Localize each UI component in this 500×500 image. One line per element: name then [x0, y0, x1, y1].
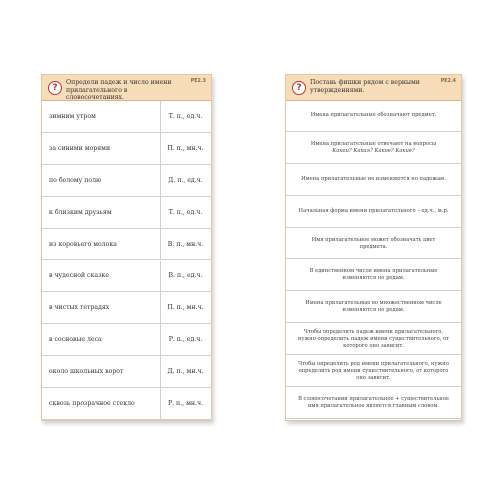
statement-text: [298, 361, 449, 382]
statement-text: [298, 329, 449, 350]
question-mark-icon: ?: [48, 81, 62, 95]
phrase-text: в чистых тетрадях: [49, 304, 110, 312]
statement-main: Чтобы определить род имени прилагательного, нужно определить род имени существительного, от которого оно зависит.: [298, 360, 449, 381]
statement-text: [301, 176, 446, 183]
statement-main: Имена прилагательные обозначают предмет.: [310, 112, 437, 119]
statement-main: Имена прилагательные отвечают на вопросы: [310, 140, 437, 147]
statement-text: [299, 208, 449, 215]
case-answer: В. п., мн.ч.: [167, 240, 204, 248]
phrase-text: по белому полю: [49, 176, 102, 184]
phrase-text: к близким друзьям: [49, 208, 112, 216]
case-answer: П. п., мн.ч.: [167, 144, 204, 152]
case-answer: Д. п., ед.ч.: [168, 176, 203, 184]
statement-main: Имя прилагательное может обозначать цвет предмета.: [311, 236, 436, 250]
phrase-list: [42, 101, 211, 420]
phrase-row: [42, 261, 211, 293]
case-answer: Р. п., мн.ч.: [167, 400, 204, 408]
statement-row: [286, 261, 461, 292]
phrase-text: в чудесной сказке: [49, 272, 109, 280]
task-title: Определи падеж и число имени прилагательного в словосочетаниях.: [66, 79, 172, 102]
phrase-text: сквозь прозрачное стекло: [49, 400, 135, 408]
statement-text: [298, 300, 449, 314]
question-mark-icon: ?: [292, 81, 306, 95]
phrase-row: [42, 388, 211, 420]
phrase-text: в сосновые леса: [49, 336, 102, 344]
statement-main: В словосочетании прилагательное + существительное имя прилагательное является главным словом.: [298, 396, 449, 410]
statements-card: [285, 74, 462, 421]
statement-row: [286, 133, 461, 164]
statement-main: Начальная форма имени прилагательного – ед.ч., м.р.: [298, 208, 449, 215]
phrase-row: [42, 229, 211, 261]
statement-row: [286, 292, 461, 323]
statement-text: [298, 268, 449, 282]
phrase-row: [42, 324, 211, 356]
card-code: РЕ2.4: [440, 79, 456, 84]
statement-text: [298, 396, 449, 410]
phrase-row: [42, 101, 211, 133]
statement-row: [286, 324, 461, 355]
statement-main: В единственном числе имена прилагательные изменяются по родам.: [309, 268, 438, 282]
phrase-row: [42, 133, 211, 165]
statement-row: [286, 165, 461, 196]
statement-text: [298, 237, 449, 251]
card-header: [286, 75, 461, 101]
phrase-row: [42, 197, 211, 229]
card-code: РЕ2.3: [190, 79, 206, 84]
statement-main: Чтобы определить падеж имени прилагательного, нужно определить падеж имени существительного, от которого оно зависит.: [298, 328, 449, 349]
phrase-row: [42, 356, 211, 388]
phrase-row: [42, 165, 211, 197]
statement-text: [311, 141, 436, 155]
statement-text: [311, 112, 437, 119]
phrase-row: [42, 292, 211, 324]
case-answer: В. п., ед.ч.: [168, 272, 203, 280]
case-answer: Т. п., ед.ч.: [168, 112, 203, 120]
task-title: Поставь фишки рядом с верными утверждениями.: [310, 79, 420, 94]
card-header: [42, 75, 211, 101]
case-number-card: [41, 74, 212, 421]
phrase-text: около школьных ворот: [49, 368, 124, 376]
statement-row: [286, 356, 461, 387]
case-answer: Т. п., ед.ч.: [168, 208, 203, 216]
case-answer: П. п., мн.ч.: [167, 304, 204, 312]
statement-main: Имена прилагательные не изменяются по падежам.: [301, 176, 446, 183]
statement-main: Имена прилагательные во множественном числе изменяются по родам.: [305, 300, 442, 314]
statement-row: [286, 229, 461, 260]
statement-list: [286, 101, 461, 420]
phrase-text: зимним утром: [49, 112, 96, 120]
statement-questions: Какой? Какая? Какое? Какие?: [332, 147, 415, 154]
phrase-text: из коровьего молока: [49, 240, 117, 248]
case-answer: Р. п., ед.ч.: [168, 336, 203, 344]
statement-row: [286, 388, 461, 419]
statement-row: [286, 101, 461, 132]
statement-row: [286, 197, 461, 228]
phrase-text: за синими морями: [49, 144, 111, 152]
case-answer: Д. п., мн.ч.: [167, 368, 204, 376]
